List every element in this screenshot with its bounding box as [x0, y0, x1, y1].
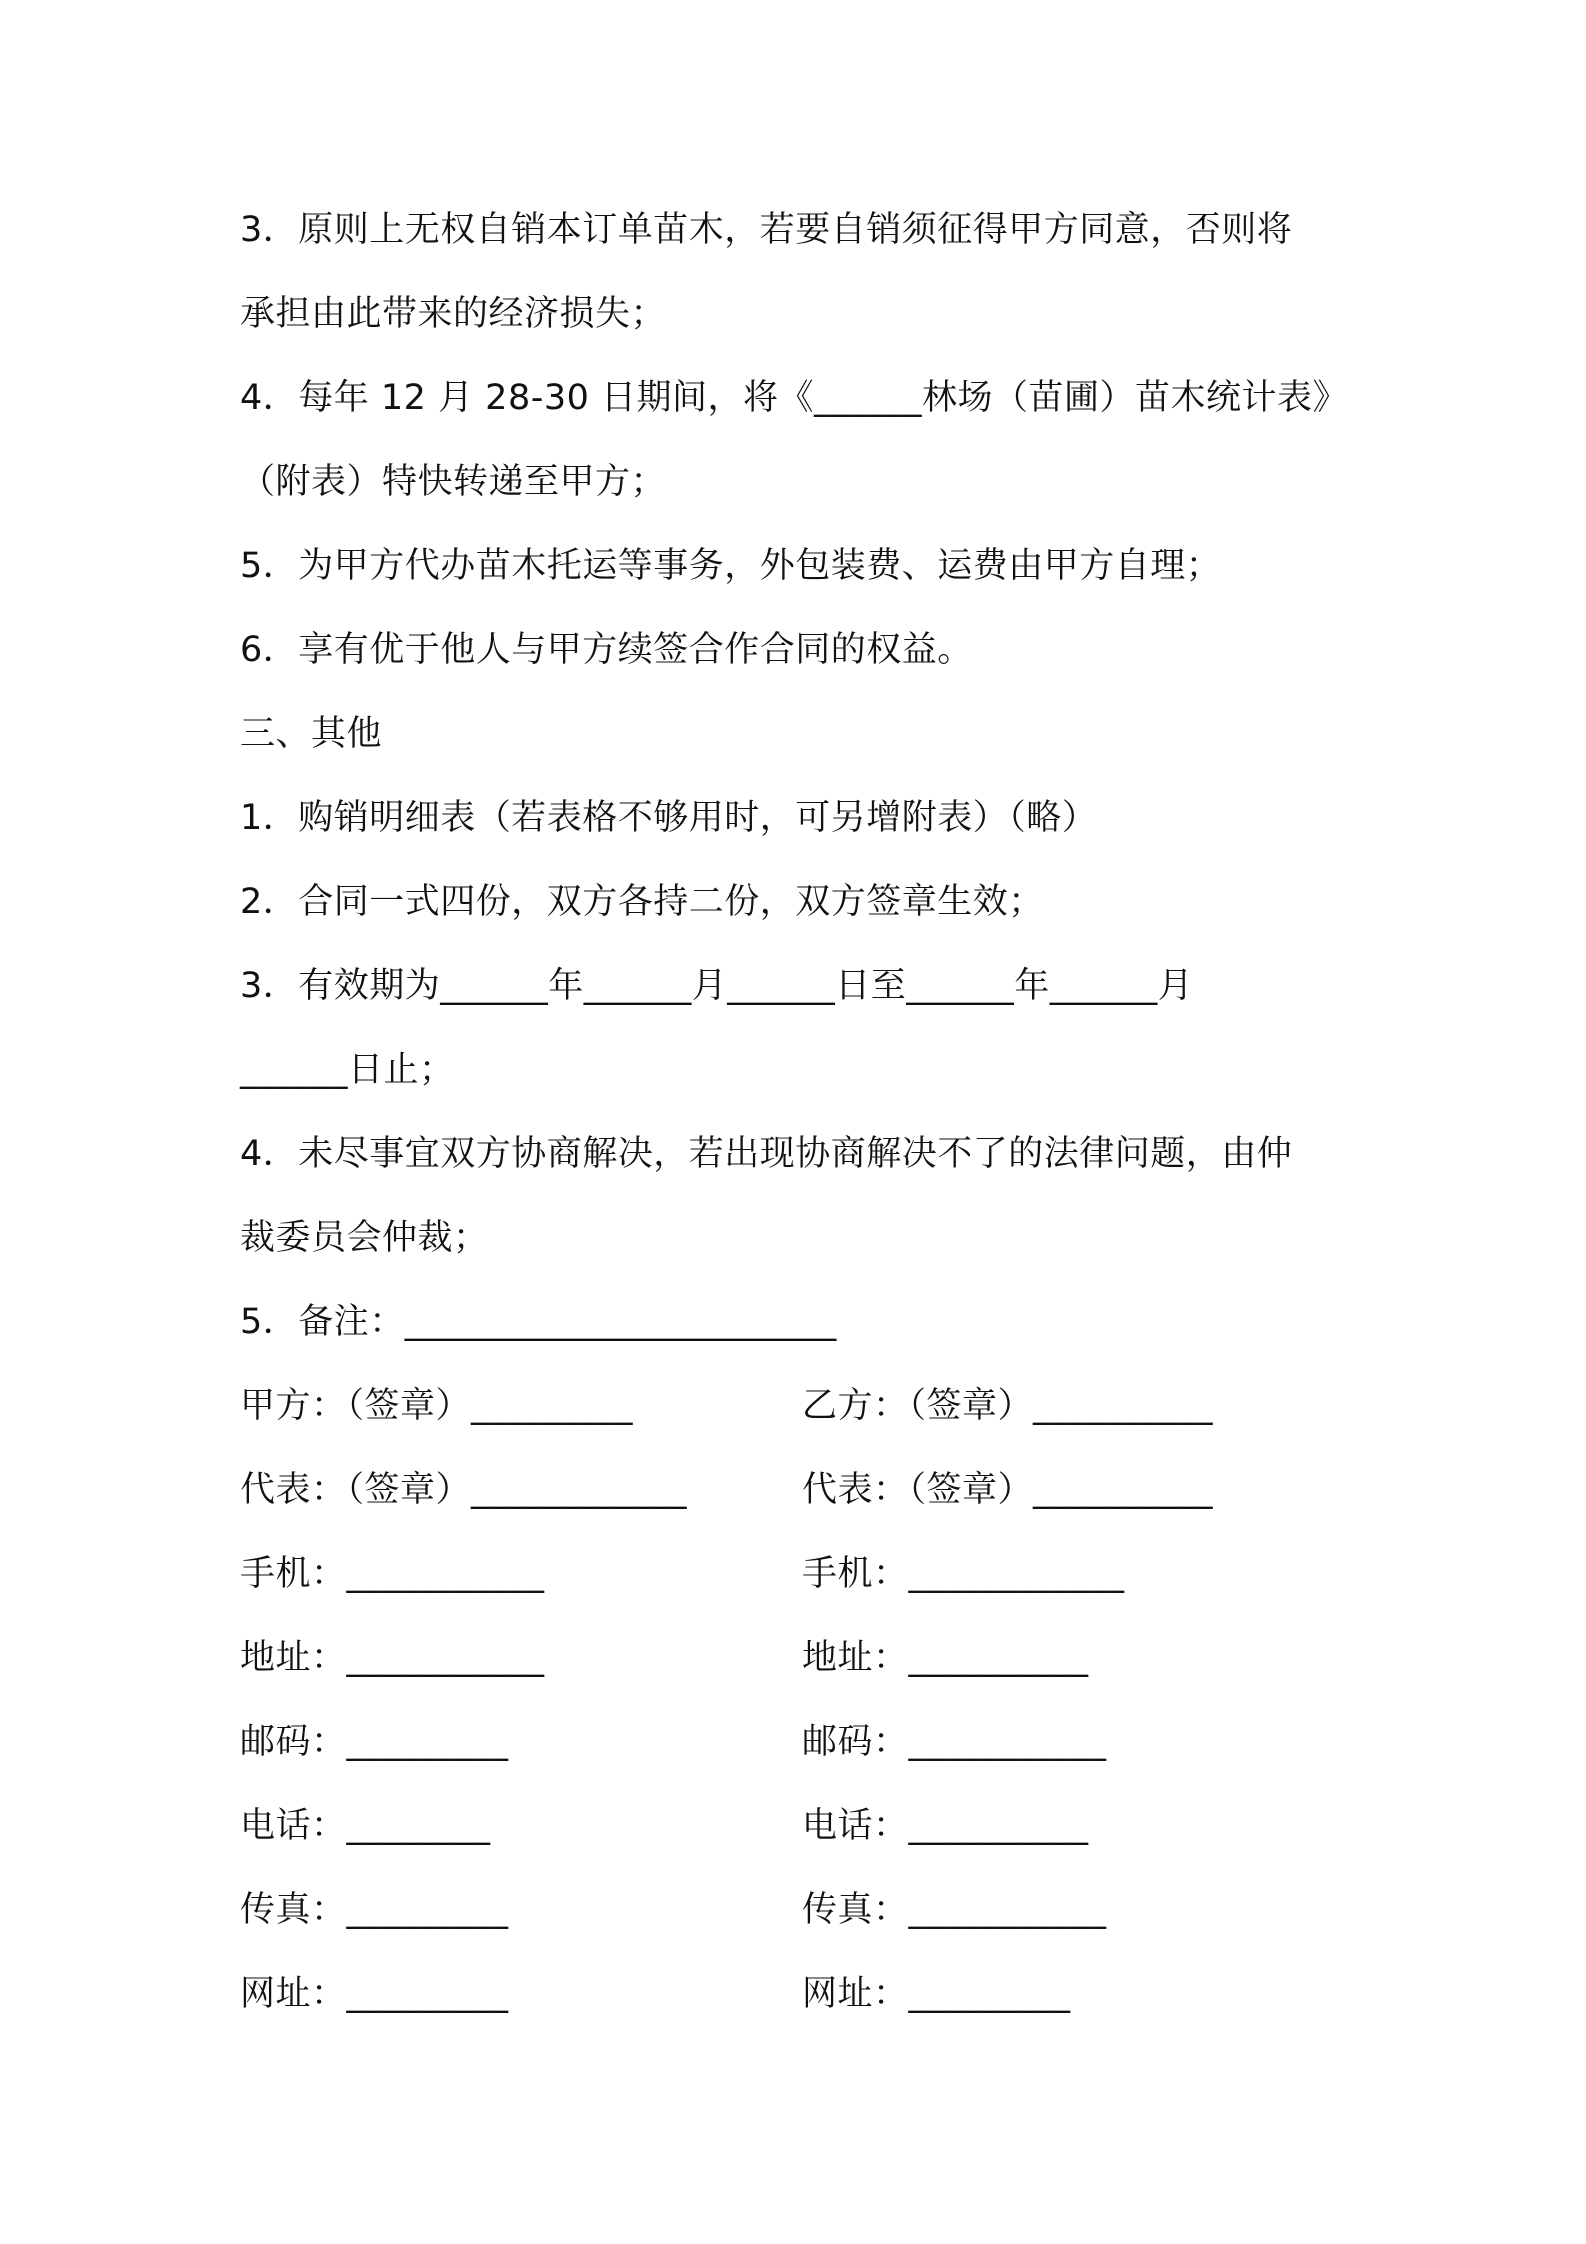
other-item-5-remarks: 5．备注：________________________ — [240, 1302, 837, 1342]
signature-row-address — [240, 1636, 1400, 1680]
other-item-3-line-2: ______日止； — [240, 1050, 455, 1090]
party-b-website: 网址：_________ — [802, 1974, 1071, 2014]
signature-row-fax — [240, 1888, 1400, 1932]
signature-row-website — [240, 1972, 1400, 2016]
clause-4-line-1: 4．每年 12 月 28-30 日期间，将《______林场（苗圃）苗木统计表》 — [240, 378, 1349, 418]
clause-6: 6．享有优于他人与甲方续签合作合同的权益。 — [240, 630, 973, 670]
other-item-3-line-1: 3．有效期为______年______月______日至______年______月 — [240, 966, 1194, 1006]
clause-3-line-2: 承担由此带来的经济损失； — [240, 294, 667, 334]
party-a-address: 地址：___________ — [240, 1638, 545, 1678]
other-item-4-line-2: 裁委员会仲裁； — [240, 1218, 489, 1258]
party-a-representative: 代表：（签章）____________ — [240, 1470, 688, 1510]
party-a-seal: 甲方：（签章）_________ — [240, 1386, 634, 1426]
party-b-fax: 传真：___________ — [802, 1890, 1107, 1930]
party-a-mobile: 手机：___________ — [240, 1554, 545, 1594]
clause-3-line-1: 3．原则上无权自销本订单苗木，若要自销须征得甲方同意，否则将 — [240, 210, 1293, 250]
party-a-postcode: 邮码：_________ — [240, 1722, 509, 1762]
party-b-phone: 电话：__________ — [802, 1806, 1089, 1846]
party-b-seal: 乙方：（签章）__________ — [802, 1386, 1214, 1426]
clause-4-line-2: （附表）特快转递至甲方； — [240, 462, 667, 502]
party-b-mobile: 手机：____________ — [802, 1554, 1125, 1594]
signature-row-phone — [240, 1804, 1400, 1848]
other-item-4-line-1: 4．未尽事宜双方协商解决，若出现协商解决不了的法律问题，由仲 — [240, 1134, 1293, 1174]
signature-row-party — [240, 1384, 1400, 1428]
signature-row-representative — [240, 1468, 1400, 1512]
section-heading-other: 三、其他 — [240, 714, 383, 754]
party-a-phone: 电话：________ — [240, 1806, 491, 1846]
signature-row-postcode — [240, 1720, 1400, 1764]
party-b-address: 地址：__________ — [802, 1638, 1089, 1678]
other-item-2: 2．合同一式四份，双方各持二份，双方签章生效； — [240, 882, 1044, 922]
other-item-1: 1．购销明细表（若表格不够用时，可另增附表）（略） — [240, 798, 1098, 838]
clause-5: 5．为甲方代办苗木托运等事务，外包装费、运费由甲方自理； — [240, 546, 1222, 586]
party-b-postcode: 邮码：___________ — [802, 1722, 1107, 1762]
party-b-representative: 代表：（签章）__________ — [802, 1470, 1214, 1510]
signature-row-mobile — [240, 1552, 1400, 1596]
party-a-fax: 传真：_________ — [240, 1890, 509, 1930]
party-a-website: 网址：_________ — [240, 1974, 509, 2014]
